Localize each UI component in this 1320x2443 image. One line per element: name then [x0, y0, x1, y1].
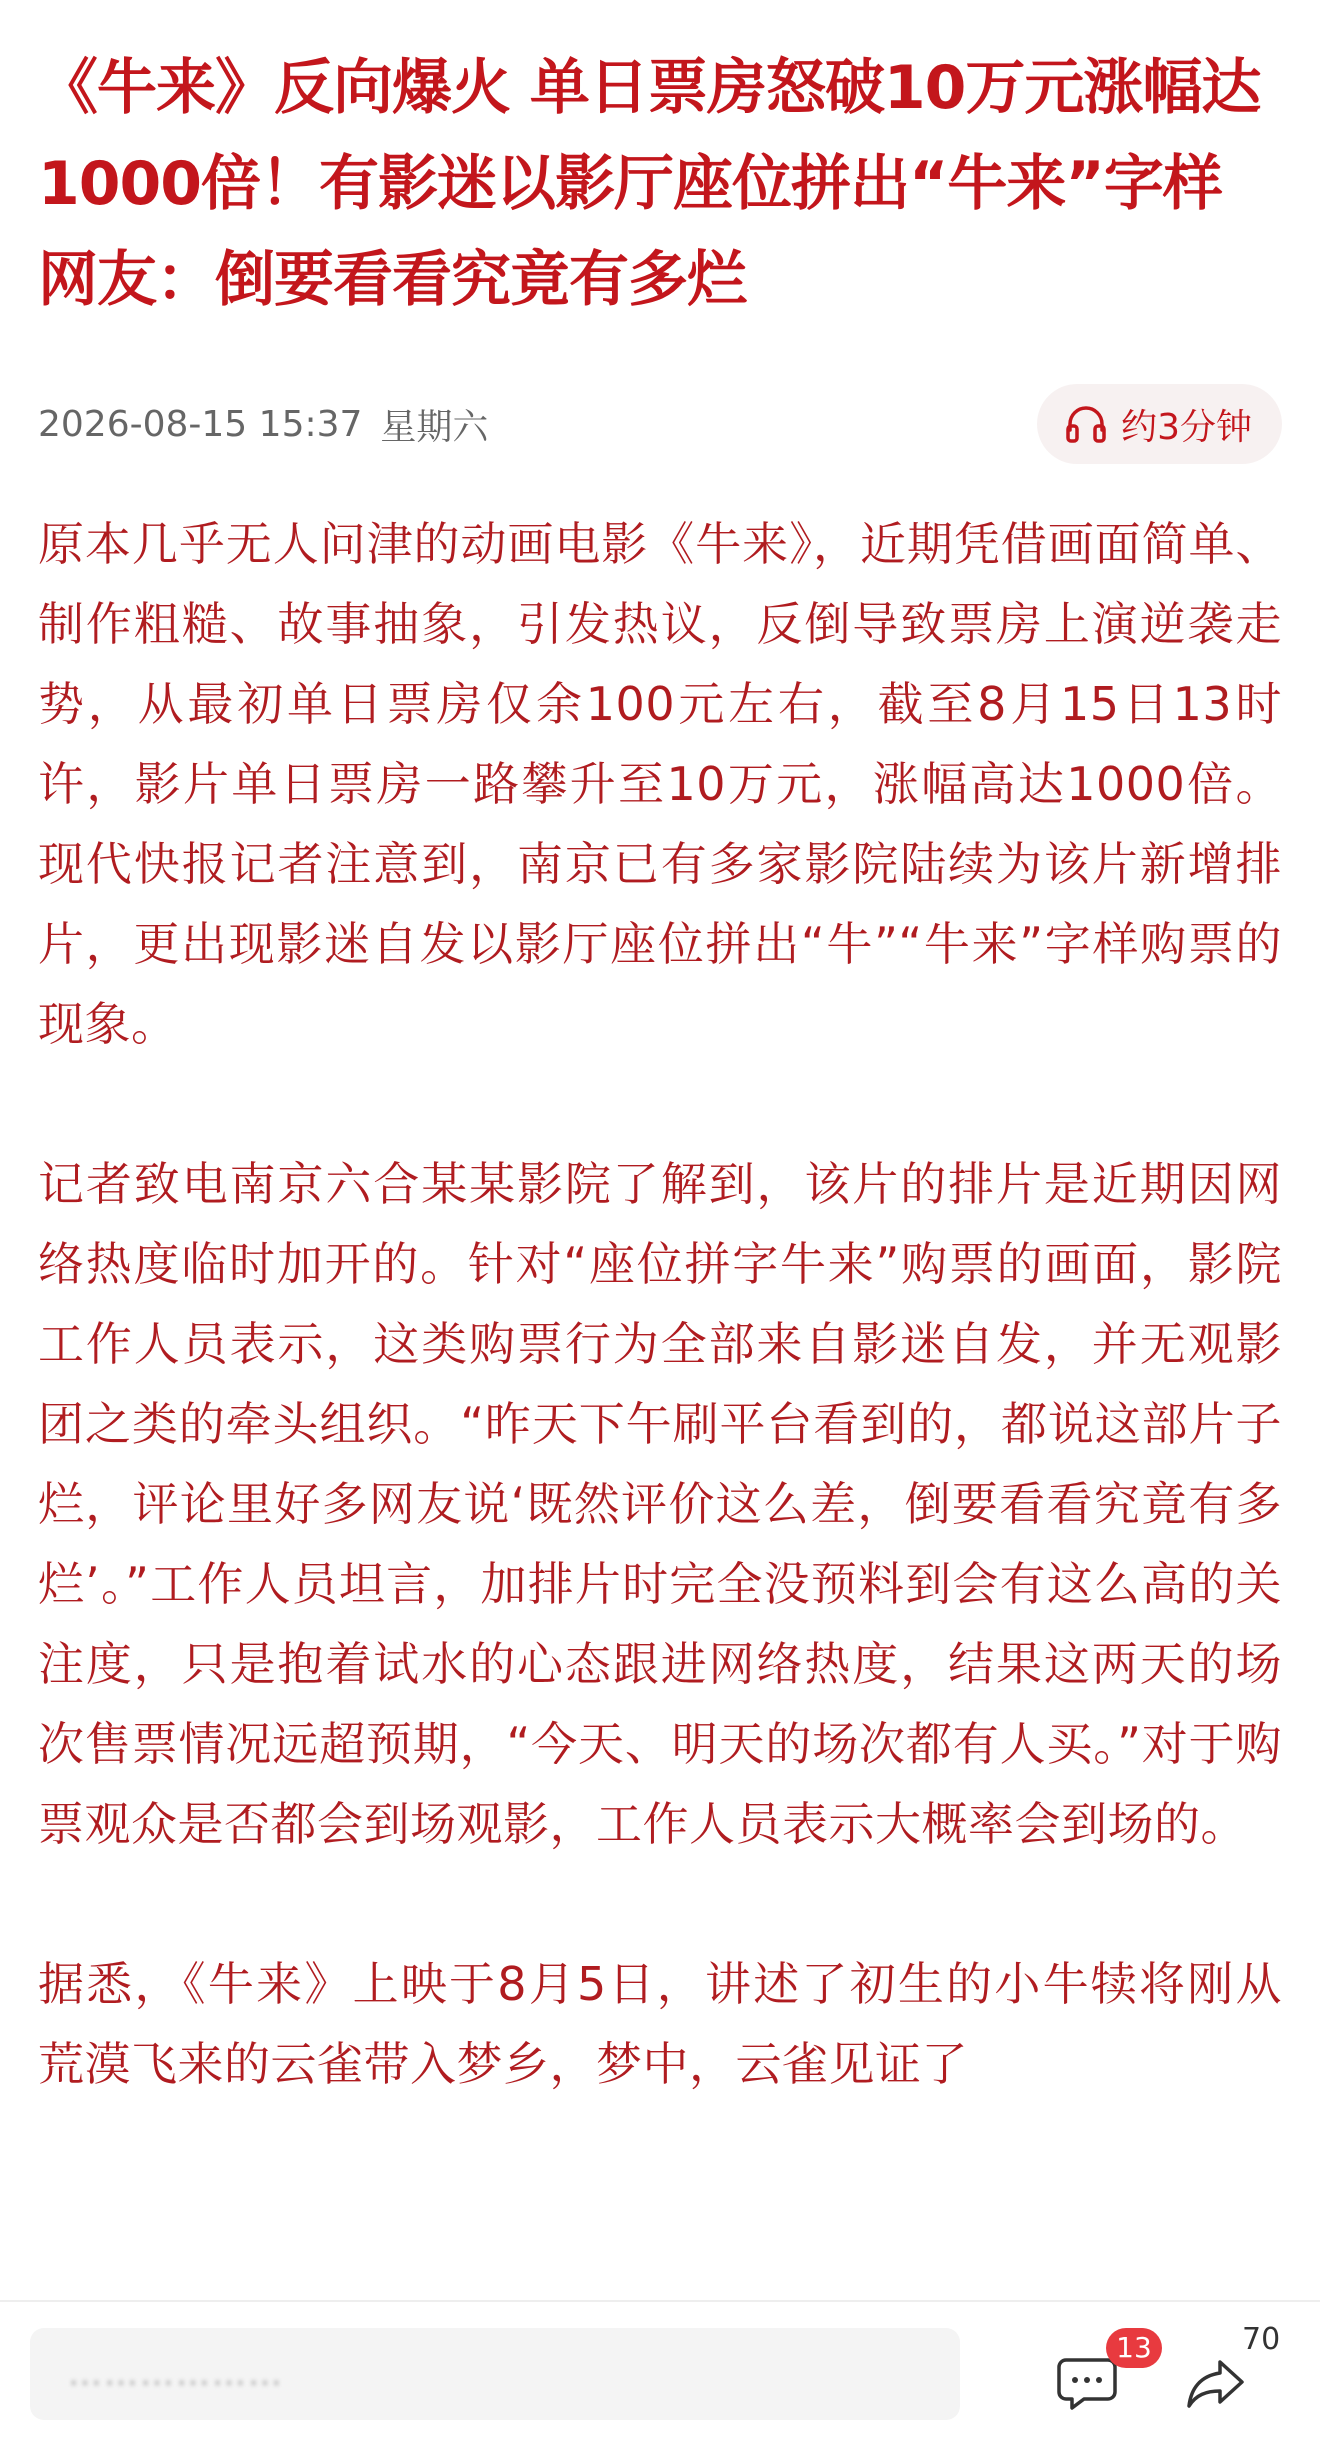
- paragraph-1: 原本几乎无人问津的动画电影《牛来》，近期凭借画面简单、制作粗糙、故事抽象，引发热议，反倒导致票房上演逆袭走势，从最初单日票房仅余100元左右，截至8月15日13时许，影片单日票房一路攀升至10万元，涨幅高达1000倍。现代快报记者注意到，南京已有多家影院陆续为该片新增排片，更出现影迷自发以影厅座位拼出“牛”“牛来”字样购票的现象。: [38, 517, 1282, 1051]
- headphone-icon: [1065, 404, 1107, 444]
- bottom-action-bar: [0, 2300, 1320, 2443]
- share-button[interactable]: [1180, 2322, 1300, 2422]
- paragraph-3: 据悉，《牛来》上映于8月5日，讲述了初生的小牛犊将刚从荒漠飞来的云雀带入梦乡，梦中，云雀见证了: [38, 1957, 1282, 2091]
- comment-button[interactable]: [1050, 2328, 1152, 2424]
- article-meta: [38, 384, 1282, 464]
- comment-input-placeholder: ………………: [68, 2354, 284, 2394]
- publish-datetime: 2026-08-15 15:37: [38, 403, 363, 445]
- share-icon: [1186, 2358, 1246, 2410]
- publish-weekday: 星期六: [380, 406, 489, 448]
- paragraph-2: 记者致电南京六合某某影院了解到，该片的排片是近期因网络热度临时加开的。针对“座位拼字牛来”购票的画面，影院工作人员表示，这类购票行为全部来自影迷自发，并无观影团之类的牵头组织。“昨天下午刷平台看到的，都说这部片子烂，评论里好多网友说‘既然评价这么差，倒要看看究竟有多烂’。”工作人员坦言，加排片时完全没预料到会有这么高的关注度，只是抱着试水的心态跟进网络热度，结果这两天的场次售票情况远超预期，“今天、明天的场次都有人买。”对于购票观众是否都会到场观影，工作人员表示大概率会到场的。: [38, 1157, 1282, 1851]
- article-body: [38, 504, 1282, 2104]
- comment-input[interactable]: [30, 2328, 960, 2420]
- listen-button[interactable]: [1037, 384, 1282, 464]
- share-count: 70: [1242, 2322, 1281, 2357]
- comment-icon: [1056, 2356, 1118, 2412]
- article-title: 《牛来》反向爆火 单日票房怒破10万元涨幅达1000倍！有影迷以影厅座位拼出“牛来”字样 网友：倒要看看究竟有多烂: [38, 53, 1261, 315]
- publish-info: [38, 399, 488, 450]
- listen-duration: 约3分钟: [1121, 406, 1252, 448]
- comment-count-badge: 13: [1106, 2328, 1162, 2368]
